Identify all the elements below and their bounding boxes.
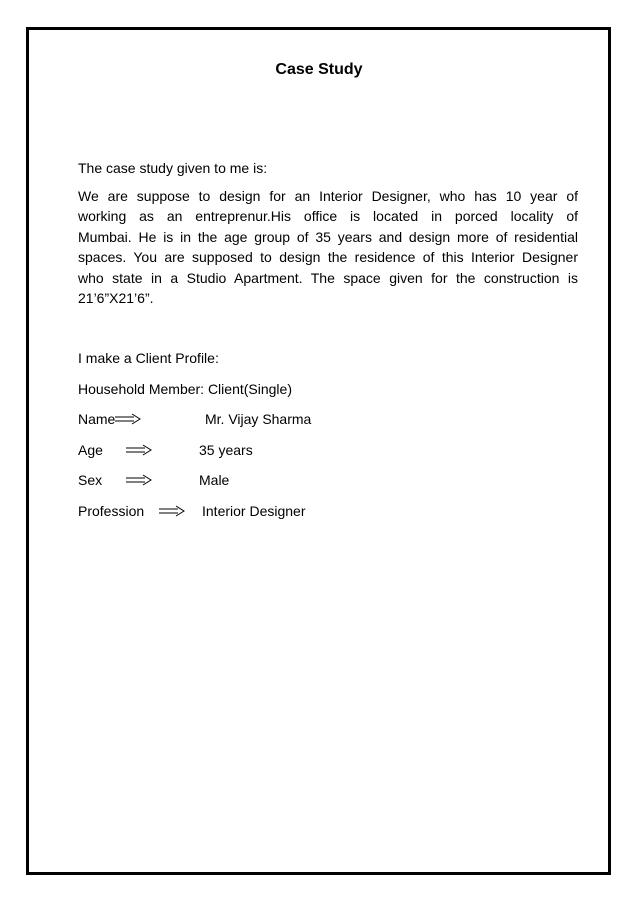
paragraph-line: who state in a Studio Apartment. The space given for the construction is — [78, 269, 578, 286]
profile-value: Interior Designer — [202, 503, 306, 519]
household-member: Household Member: Client(Single) — [78, 381, 292, 397]
double-line-right-arrow-icon — [126, 474, 152, 486]
profile-label: Age — [78, 442, 103, 458]
page-border — [26, 27, 611, 875]
profile-label: Sex — [78, 472, 103, 488]
profile-value: Male — [199, 472, 230, 488]
paragraph-line: Mumbai. He is in the age group of 35 years and design more of residential — [78, 228, 578, 245]
double-line-right-arrow-icon — [126, 444, 152, 456]
intro-text: The case study given to me is: — [78, 160, 268, 176]
profile-value: 35 years — [199, 442, 253, 458]
page-title: Case Study — [275, 61, 363, 78]
profile-value: Mr. Vijay Sharma — [205, 411, 312, 427]
paragraph-line: working as an entreprenur.His office is located in porced locality of — [78, 208, 578, 225]
paragraph-line: We are suppose to design for an Interior Designer, who has 10 year of — [78, 188, 578, 204]
double-line-right-arrow-icon — [159, 505, 185, 517]
case-study-paragraph — [78, 186, 578, 308]
paragraph-line: spaces. You are supposed to design the residence of this Interior Designer — [78, 249, 578, 266]
profile-label: Name — [78, 411, 116, 427]
profile-label: Profession — [78, 503, 145, 519]
paragraph-line: 21’6”X21’6”. — [78, 289, 154, 306]
double-line-right-arrow-icon — [115, 413, 141, 425]
client-profile-heading: I make a Client Profile: — [78, 350, 219, 366]
